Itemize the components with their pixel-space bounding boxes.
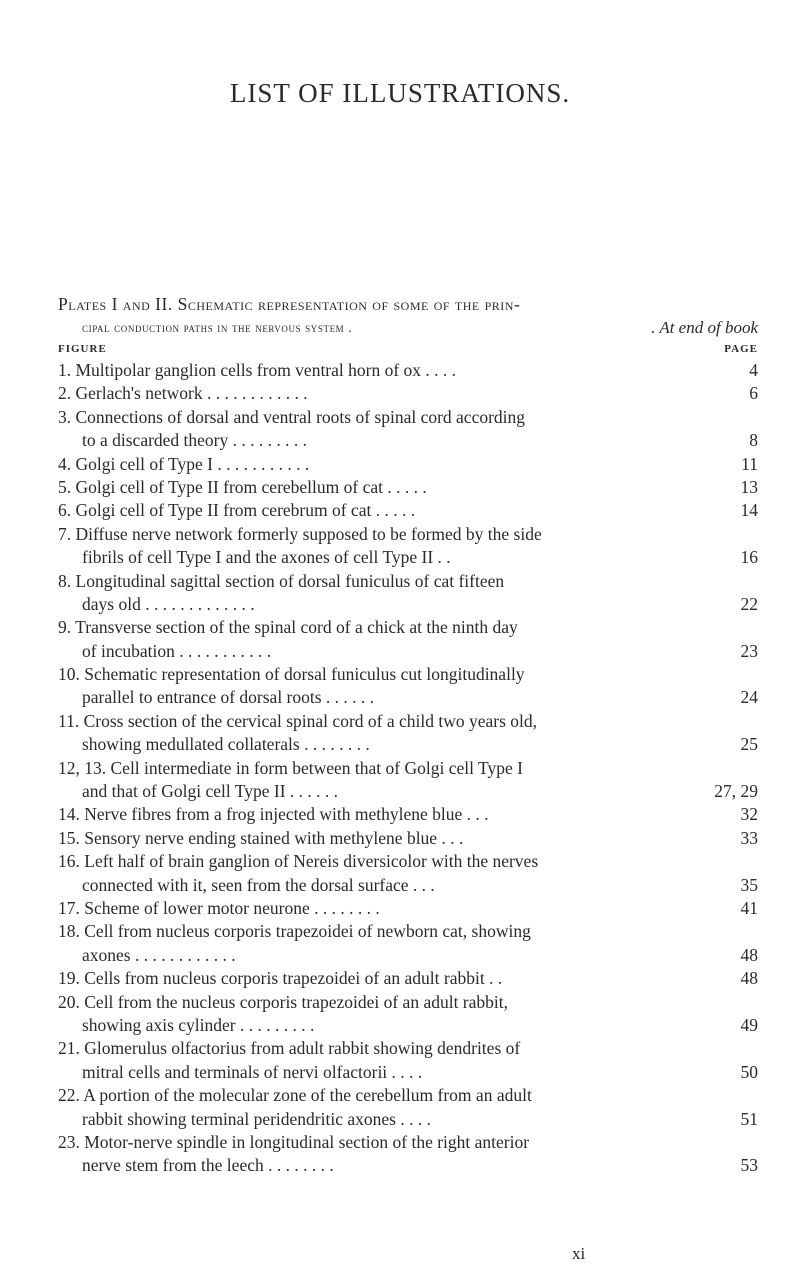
figure-entry-line <box>58 967 758 990</box>
figure-entry-line <box>58 1037 758 1060</box>
figure-page-number: 24 <box>740 687 758 708</box>
figure-entry <box>58 1037 758 1084</box>
figure-entry <box>58 991 758 1038</box>
figure-page-number: 22 <box>740 593 758 614</box>
figure-caption-text: 4. Golgi cell of Type I . . . . . . . . . . . <box>58 453 310 474</box>
figure-entry-line <box>58 406 758 429</box>
figure-page-number: 53 <box>740 1155 758 1176</box>
figure-entry-line <box>58 1131 758 1154</box>
figure-entry-line <box>58 920 758 943</box>
figure-caption-text: rabbit showing terminal peridendritic axones . . . . <box>82 1108 431 1129</box>
figure-caption-text: 8. Longitudinal sagittal section of dorsal funiculus of cat fifteen <box>58 570 505 591</box>
figure-caption-text: and that of Golgi cell Type II . . . . . . <box>82 781 339 802</box>
figure-entry-line <box>58 874 758 897</box>
figure-entry-line <box>58 780 758 803</box>
figure-caption-text: 5. Golgi cell of Type II from cerebellum of cat . . . . . <box>58 476 427 497</box>
figure-entry-line <box>58 1154 758 1177</box>
figure-caption-text: 9. Transverse section of the spinal cord of a chick at the ninth day <box>58 617 518 638</box>
figure-list <box>58 359 758 1178</box>
figure-page-number: 16 <box>740 547 758 568</box>
figure-caption-text: 16. Left half of brain ganglion of Nereis diversicolor with the nerves <box>58 851 539 872</box>
figure-entry-line <box>58 593 758 616</box>
figure-entry-line <box>58 686 758 709</box>
figure-entry <box>58 850 758 897</box>
figure-page-number: 27, 29 <box>714 781 758 802</box>
figure-caption-text: axones . . . . . . . . . . . . <box>82 944 236 965</box>
figure-entry-line <box>58 757 758 780</box>
figure-entry <box>58 1131 758 1178</box>
figure-entry <box>58 616 758 663</box>
figure-entry <box>58 523 758 570</box>
figure-page-number: 41 <box>740 897 758 918</box>
plates-location: . At end of book <box>651 318 758 337</box>
figure-caption-text: to a discarded theory . . . . . . . . . <box>82 430 308 451</box>
figure-entry-line <box>58 710 758 733</box>
figure-entry-line <box>58 1061 758 1084</box>
figure-entry <box>58 476 758 499</box>
page-title: LIST OF ILLUSTRATIONS. <box>229 78 571 108</box>
figure-entry-line <box>58 827 758 850</box>
figure-caption-text: 22. A portion of the molecular zone of the cerebellum from an adult <box>58 1085 532 1106</box>
figure-entry-line <box>58 1108 758 1131</box>
figure-entry-line <box>58 523 758 546</box>
figure-entry <box>58 570 758 617</box>
figure-caption-text: 1. Multipolar ganglion cells from ventral horn of ox . . . . <box>58 360 457 380</box>
figure-caption-text: 14. Nerve fibres from a frog injected with methylene blue . . . <box>58 804 489 825</box>
figure-caption-text: connected with it, seen from the dorsal surface . . . <box>82 874 435 895</box>
figure-caption-text: 11. Cross section of the cervical spinal cord of a child two years old, <box>58 710 538 731</box>
figure-caption-text: 12, 13. Cell intermediate in form between that of Golgi cell Type I <box>58 757 523 778</box>
figure-page-number: 32 <box>740 804 758 825</box>
figure-page-number: 48 <box>740 944 758 965</box>
figure-page-number: 51 <box>740 1108 758 1129</box>
figure-caption-text: 6. Golgi cell of Type II from cerebrum of cat . . . . . <box>58 500 416 521</box>
figure-caption-text: mitral cells and terminals of nervi olfactorii . . . . <box>82 1061 423 1082</box>
figure-page-number: 49 <box>740 1014 758 1035</box>
figure-entry-line <box>58 546 758 569</box>
figure-entry <box>58 1084 758 1131</box>
figure-entry-line <box>58 1084 758 1107</box>
figure-entry-line <box>58 991 758 1014</box>
column-headers <box>58 343 758 355</box>
figure-caption-text: 3. Connections of dorsal and ventral roots of spinal cord according <box>58 406 526 427</box>
figure-entry <box>58 827 758 850</box>
figure-caption-text: nerve stem from the leech . . . . . . . . <box>82 1155 334 1176</box>
figure-entry <box>58 663 758 710</box>
figure-caption-text: 15. Sensory nerve ending stained with methylene blue . . . <box>58 827 464 848</box>
figure-entry-line <box>58 1014 758 1037</box>
figure-caption-text: 17. Scheme of lower motor neurone . . . . . . . . <box>58 897 380 918</box>
figure-page-number: 8 <box>749 430 758 451</box>
figure-caption-text: 23. Motor-nerve spindle in longitudinal section of the right anterior <box>58 1131 530 1152</box>
figure-entry <box>58 897 758 920</box>
figure-entry <box>58 406 758 453</box>
figure-entry <box>58 710 758 757</box>
figure-entry <box>58 803 758 826</box>
page-column-header: PAGE <box>724 343 758 355</box>
figure-entry-line <box>58 570 758 593</box>
figure-entry-line <box>58 663 758 686</box>
figure-page-number: 23 <box>740 640 758 661</box>
figure-page-number: 25 <box>740 734 758 755</box>
figure-entry <box>58 453 758 476</box>
plates-line-2-text: cipal conduction paths in the nervous system . <box>82 320 353 335</box>
figure-page-number: 6 <box>749 383 758 404</box>
figure-entry <box>58 499 758 522</box>
figure-caption-text: 2. Gerlach's network . . . . . . . . . . . . <box>58 383 308 404</box>
figure-entry-line <box>58 897 758 920</box>
figure-entry-line <box>58 429 758 452</box>
figure-caption-text: showing axis cylinder . . . . . . . . . <box>82 1014 315 1035</box>
figure-caption-text: 19. Cells from nucleus corporis trapezoidei of an adult rabbit . . <box>58 968 503 989</box>
figure-page-number: 11 <box>741 453 758 474</box>
figure-entry-line <box>58 499 758 522</box>
figure-entry-line <box>58 616 758 639</box>
figure-page-number: 50 <box>740 1061 758 1082</box>
figure-caption-text: 20. Cell from the nucleus corporis trapezoidei of an adult rabbit, <box>58 991 509 1012</box>
figure-entry <box>58 967 758 990</box>
figure-caption-text: 7. Diffuse nerve network formerly supposed to be formed by the side <box>58 523 542 544</box>
figure-entry <box>58 920 758 967</box>
figure-caption-text: days old . . . . . . . . . . . . . <box>82 593 255 614</box>
figure-page-number: 14 <box>740 500 758 521</box>
figure-entry-line <box>58 359 758 382</box>
plates-line-2 <box>58 316 758 339</box>
figure-caption-text: parallel to entrance of dorsal roots . . . . . . <box>82 687 375 708</box>
figure-entry <box>58 359 758 382</box>
figure-entry-line <box>58 733 758 756</box>
figure-column-header: FIGURE <box>58 343 107 355</box>
figure-entry <box>58 382 758 405</box>
figure-entry-line <box>58 850 758 873</box>
figure-page-number: 4 <box>749 360 758 380</box>
page-folio: xi <box>572 1244 586 1263</box>
figure-entry-line <box>58 476 758 499</box>
figure-page-number: 35 <box>740 874 758 895</box>
figure-entry <box>58 757 758 804</box>
figure-caption-text: of incubation . . . . . . . . . . . <box>82 640 272 661</box>
figure-caption-text: 18. Cell from nucleus corporis trapezoidei of newborn cat, showing <box>58 921 531 942</box>
figure-caption-text: 21. Glomerulus olfactorius from adult rabbit showing dendrites of <box>58 1038 521 1059</box>
figure-entry-line <box>58 453 758 476</box>
figure-page-number: 13 <box>740 476 758 497</box>
figure-entry-line <box>58 382 758 405</box>
figure-entry-line <box>58 944 758 967</box>
figure-page-number: 48 <box>740 968 758 989</box>
figure-entry-line <box>58 640 758 663</box>
figure-page-number: 33 <box>740 827 758 848</box>
figure-entry-line <box>58 803 758 826</box>
plates-entry <box>58 293 758 339</box>
figure-caption-text: 10. Schematic representation of dorsal funiculus cut longitudinally <box>58 664 525 685</box>
figure-caption-text: showing medullated collaterals . . . . . . . . <box>82 734 370 755</box>
plates-line-1: Plates I and II. Schematic representation of some of the prin- <box>58 294 521 314</box>
figure-caption-text: fibrils of cell Type I and the axones of cell Type II . . <box>82 547 451 568</box>
